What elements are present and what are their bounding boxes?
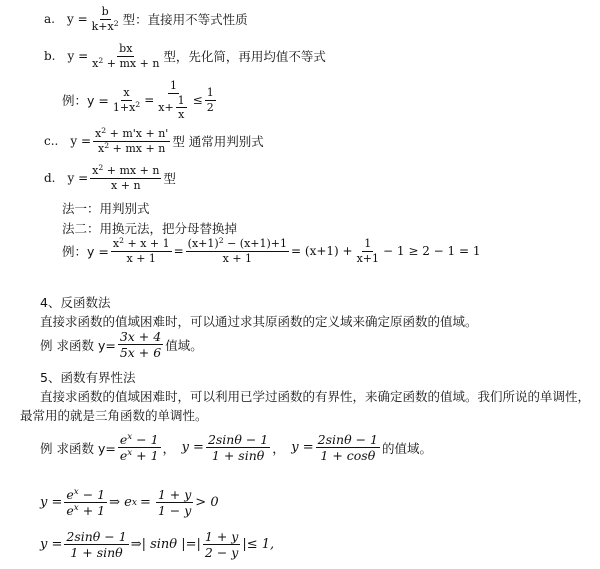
item-b-lhs: y = (67, 49, 89, 64)
section-5-example: 例 求函数 y= $\frac{e^x - 1}{e^x + 1}$ ， y = $\frac{2\sin\theta - 1}{1 + \sin\theta}$ ， y = $\frac{2\sin\theta - 1}{1 + \cos\theta}$ 的值域。 (40, 432, 432, 464)
item-b-numerator: bx (119, 42, 133, 55)
method-1: 法一：用判别式 (62, 201, 150, 216)
section-5-frac1: $\frac{e^x - 1}{e^x + 1}$ (119, 432, 159, 464)
item-a-fraction (90, 6, 121, 32)
item-b-example-frac1: $\frac{x}{1+x^2}$ (112, 86, 141, 114)
section-5-text-1: 直接求函数的值域困难时，可以利用已学过函数的有界性，来确定函数的值域。我们所说的单调性， (40, 389, 591, 404)
item-a-label: a. (44, 12, 55, 27)
section-5-frac2: $\frac{2\sin\theta - 1}{1 + \sin\theta}$ (207, 432, 269, 464)
item-d-example-frac1: $\frac{x^2 + x + 1}{x + 1}$ (112, 235, 170, 265)
section-4-title: 4、反函数法 (40, 295, 111, 310)
section-5-text-2: 最常用的就是三角函数的单调性。 (20, 408, 208, 423)
item-d-example-label: 例：y = (62, 244, 109, 260)
item-c-note: 型 通常用判别式 (172, 134, 264, 150)
item-d-example-frac2: $\frac{(x+1)^2 - (x+1)+1}{x + 1}$ (187, 235, 288, 265)
item-c-fraction: $\frac{x^2 + m'x + n'}{x^2 + mx + n}$ (95, 125, 169, 155)
item-b-example (62, 80, 218, 121)
item-d (44, 162, 176, 192)
item-a-lhs: y = (66, 12, 88, 27)
item-b-example-frac3: $\frac{1}{2}$ (206, 86, 214, 114)
solution-line-2: y = $\frac{2\sin\theta - 1}{1 + \sin\theta}$ ⇒| sinθ |=| $\frac{1 + y}{2 - y}$ |≤ 1, (40, 529, 275, 561)
le-sign: ≤ (192, 93, 203, 108)
item-d-example-frac3: $\frac{1}{x+1}$ (356, 237, 380, 265)
solution-1-frac1: $\frac{e^x - 1}{e^x + 1}$ (66, 487, 106, 519)
item-b-example-label: 例：y = (62, 93, 109, 109)
item-b-fraction (90, 43, 161, 69)
solution-line-1: y = $\frac{e^x - 1}{e^x + 1}$ ⇒ e x = $\frac{1 + y}{1 - y}$ > 0 (40, 487, 219, 519)
item-b (44, 43, 326, 69)
item-b-example-frac2: 1 x+ $\frac{1}{x}$ (158, 79, 185, 122)
section-4-example: 例 求函数 y= $\frac{3x + 4}{5x + 6}$ 值域。 (40, 329, 203, 361)
item-d-label: d. (44, 171, 56, 186)
item-d-fraction: $\frac{x^2 + mx + n}{x + n}$ (92, 162, 160, 192)
item-b-label: b. (44, 49, 56, 64)
solution-2-frac2: $\frac{1 + y}{2 - y}$ (204, 529, 239, 561)
section-5-title: 5、函数有界性法 (40, 370, 136, 385)
section-4-fraction: $\frac{3x + 4}{5x + 6}$ (119, 329, 162, 361)
item-a-denominator: $k+x^2$ (91, 18, 119, 33)
section-5-frac3: $\frac{2\sin\theta - 1}{1 + \cos\theta}$ (317, 432, 378, 464)
item-a-note: 型：直接用不等式性质 (122, 12, 248, 28)
item-b-note: 型，先化简，再用均值不等式 (163, 49, 326, 65)
item-d-example: 例：y = $\frac{x^2 + x + 1}{x + 1}$ = $\frac{(x+1)^2 - (x+1)+1}{x + 1}$ = (x+1) + $\frac{1}{x+1}$ − 1 ≥ 2 − 1 = 1 (62, 235, 481, 265)
item-d-note: 型 (163, 171, 176, 187)
solution-1-frac2: $\frac{1 + y}{1 - y}$ (157, 487, 192, 519)
item-c-label: c.. (44, 134, 59, 149)
item-c (44, 125, 264, 155)
item-d-lhs: y = (67, 171, 89, 186)
item-a-numerator: b (101, 5, 109, 18)
section-4-example-label: 例 求函数 y= (40, 337, 116, 353)
solution-2-frac1: $\frac{2\sin\theta - 1}{1 + \sin\theta}$ (66, 529, 127, 561)
section-5-example-label: 例 求函数 y= (40, 440, 116, 456)
section-4-text: 直接求函数的值域困难时，可以通过求其原函数的定义域来确定原函数的值域。 (40, 314, 478, 329)
item-a (44, 6, 248, 32)
item-b-denominator: $x^2$ + mx + n (92, 55, 160, 70)
item-c-lhs: y = (70, 134, 92, 149)
method-2: 法二：用换元法，把分母替换掉 (62, 221, 238, 236)
equals-sign: = (144, 93, 155, 108)
